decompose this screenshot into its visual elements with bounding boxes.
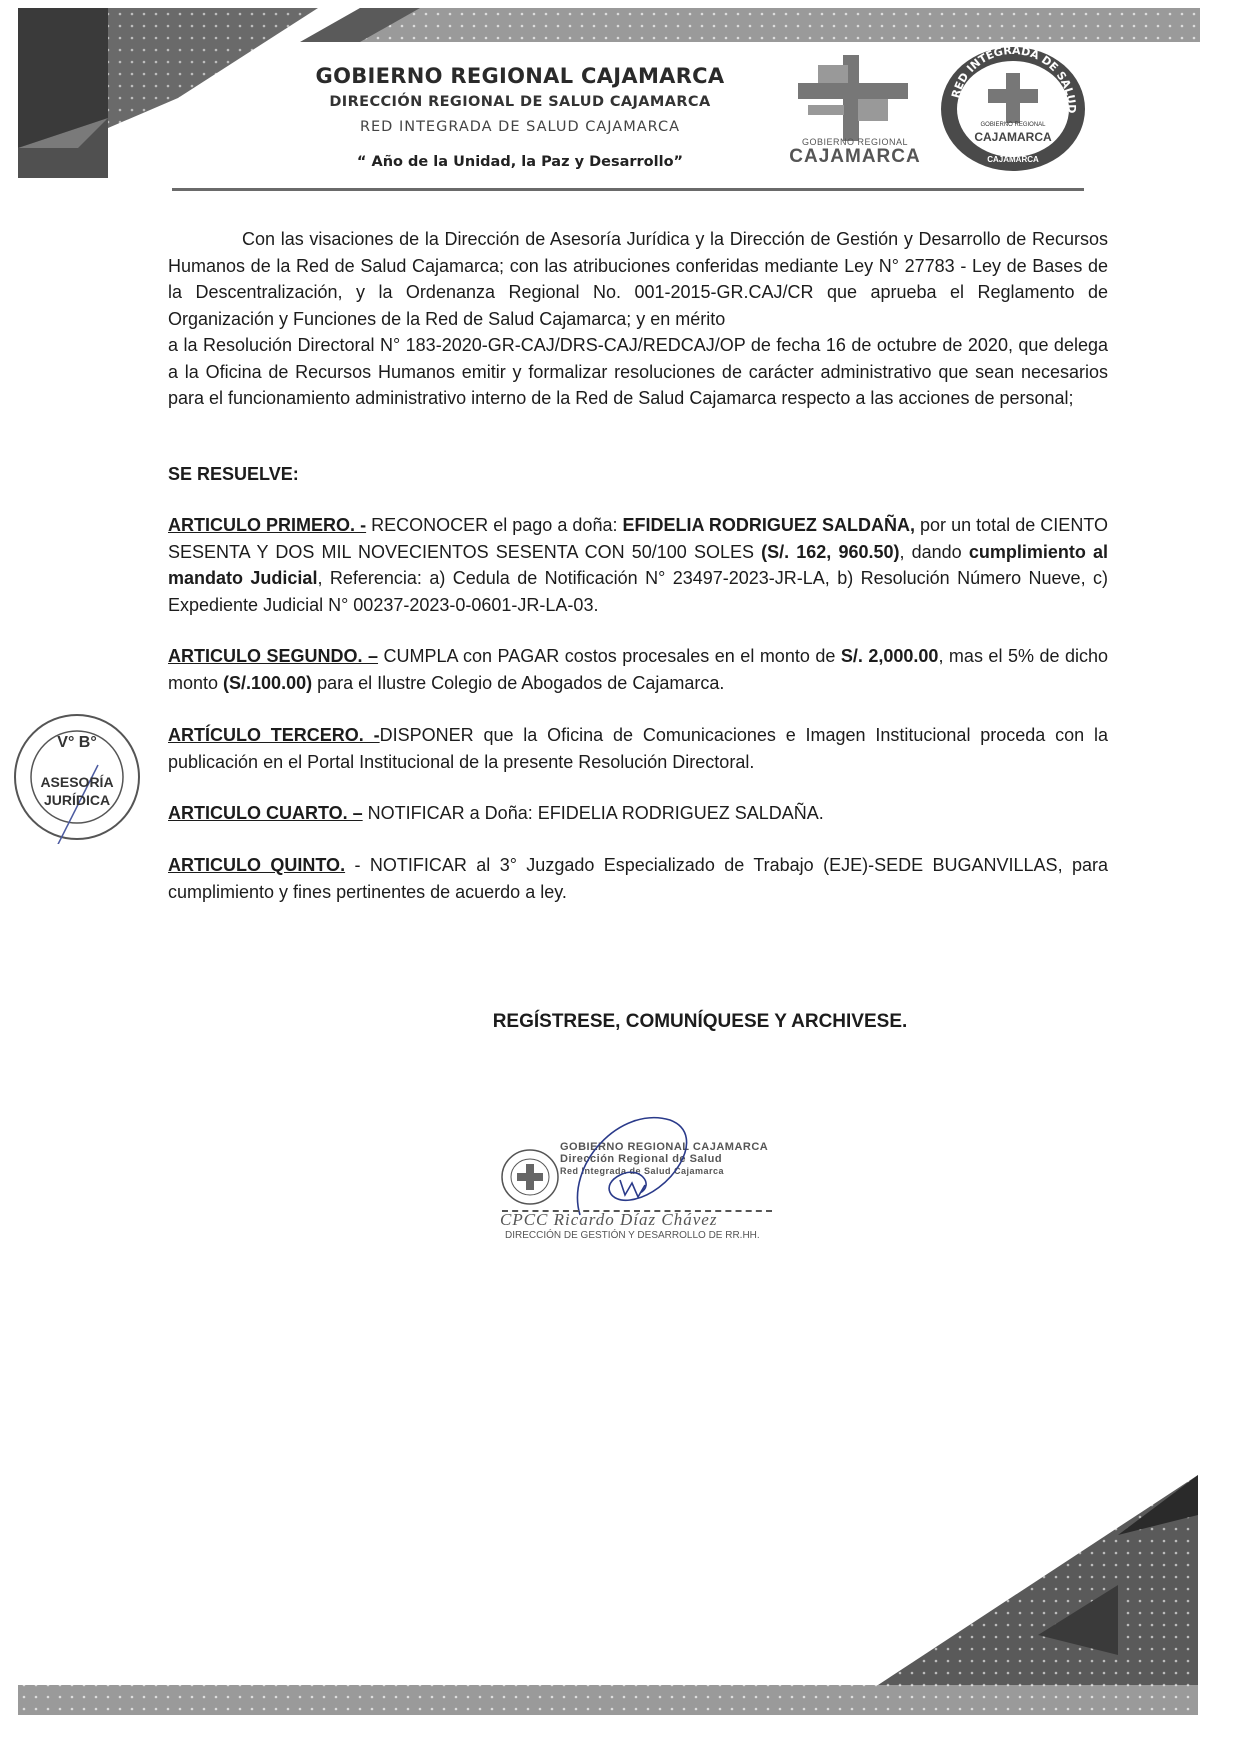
article-quinto bbox=[168, 852, 1108, 905]
seal-bottom-text: CAJAMARCA bbox=[987, 155, 1039, 164]
resolution-body bbox=[168, 226, 1108, 412]
seal-ring-icon bbox=[938, 45, 1088, 173]
resolve-heading: SE RESUELVE: bbox=[168, 464, 299, 484]
article-label: ARTÍCULO TERCERO. - bbox=[168, 725, 380, 745]
article-label: ARTICULO PRIMERO. - bbox=[168, 515, 367, 535]
seal-inner-caption: GOBIERNO REGIONAL bbox=[980, 122, 1046, 128]
costs-amount: S/. 2,000.00 bbox=[840, 646, 939, 666]
article-text: , mas el 5% de dicho monto bbox=[168, 646, 1109, 693]
considerando-paragraph: Con las visaciones de la Dirección de Asesoría Jurídica y la Dirección de Gestión y Desarrollo de Recursos Humanos de la Red de Salud Cajamarca; con las atribuciones conferidas mediante Ley N° 27783 - Ley de Bases de la Descentralización, y la Ordenanza Regional No. 001-2015-GR.CAJ/CR que aprueba el Reglamento de Organización y Funciones de la Red de Salud Cajamarca; y en mérito bbox=[168, 229, 1108, 329]
org-subtitle-direccion: DIRECCIÓN REGIONAL DE SALUD CAJAMARCA bbox=[329, 94, 711, 110]
corner-decoration-top-left bbox=[18, 8, 338, 178]
article-text: NOTIFICAR a Doña: EFIDELIA RODRIGUEZ SALDAÑA. bbox=[362, 803, 824, 823]
corner-decoration-bottom bbox=[18, 1475, 1218, 1725]
handwritten-signature-icon bbox=[560, 1105, 720, 1225]
article-primero bbox=[168, 512, 1108, 618]
signature-org-line: Red Integrada de Salud Cajamarca bbox=[560, 1166, 725, 1176]
considerando-paragraph-cont: a la Resolución Directoral N° 183-2020-GR-CAJ/DRS-CAJ/REDCAJ/OP de fecha 16 de octubre de 2020, que delega a la Oficina de Recursos Humanos emitir y formalizar resoluciones de carácter administrativo que sean necesarios para el funcionamiento administrativo interno de la Red de Salud Cajamarca respecto a las acciones de personal; bbox=[168, 335, 1108, 408]
article-text: para el Ilustre Colegio de Abogados de Cajamarca. bbox=[312, 672, 725, 693]
signatory-name: CPCC Ricardo Díaz Chávez bbox=[500, 1210, 718, 1229]
red-integrada-seal bbox=[938, 45, 1088, 173]
seal-ring-text: RED INTEGRADA DE SALUD bbox=[949, 45, 1079, 114]
seal-inner-name: CAJAMARCA bbox=[974, 130, 1052, 144]
payment-amount: (S/. 162, 960.50) bbox=[761, 541, 900, 562]
article-tercero bbox=[168, 722, 1108, 775]
org-title: GOBIERNO REGIONAL CAJAMARCA bbox=[315, 64, 725, 88]
visa-stamp bbox=[10, 710, 144, 844]
stamp-line2: JURÍDICA bbox=[43, 792, 111, 808]
beneficiary-name: EFIDELIA RODRIGUEZ SALDAÑA, bbox=[622, 515, 915, 535]
mandate-text: cumplimiento al mandato Judicial bbox=[168, 541, 1109, 588]
gobierno-regional-logo-icon bbox=[798, 55, 908, 141]
year-motto: “ Año de la Unidad, la Paz y Desarrollo” bbox=[356, 154, 684, 170]
stamp-vb: V° B° bbox=[57, 734, 97, 751]
article-segundo bbox=[168, 643, 1108, 696]
signatory-role: DIRECCIÓN DE GESTIÓN Y DESARROLLO DE RR.HH. bbox=[505, 1230, 760, 1241]
article-label: ARTICULO SEGUNDO. – bbox=[168, 646, 379, 666]
article-label: ARTICULO QUINTO. bbox=[168, 855, 346, 875]
signature-seal-icon bbox=[500, 1148, 560, 1206]
stamp-line1: ASESORÍA bbox=[40, 774, 114, 790]
header-band-decoration bbox=[300, 8, 1200, 42]
article-text: , dando bbox=[899, 541, 969, 562]
closing-formula: REGÍSTRESE, COMUNÍQUESE Y ARCHIVESE. bbox=[492, 1011, 908, 1032]
article-text: - NOTIFICAR al 3° Juzgado Especializado de Trabajo (EJE)-SEDE BUGANVILLAS, para cumplimiento y fines pertinentes de acuerdo a ley. bbox=[168, 855, 1108, 902]
article-text: por un total de CIENTO SESENTA Y DOS MIL NOVECIENTOS SESENTA CON 50/100 SOLES bbox=[168, 515, 1108, 562]
article-text: CUMPLA con PAGAR costos procesales en el monto de bbox=[378, 646, 841, 666]
article-cuarto bbox=[168, 800, 1108, 827]
article-label: ARTICULO CUARTO. – bbox=[168, 803, 363, 823]
signature-org-line: Dirección Regional de Salud bbox=[560, 1153, 723, 1165]
article-text: RECONOCER el pago a doña: bbox=[366, 515, 623, 535]
article-text: DISPONER que la Oficina de Comunicaciones e Imagen Institucional proceda con la publicación en el Portal Institucional de la presente Resolución Directoral. bbox=[168, 725, 1108, 772]
org-subtitle-red: RED INTEGRADA DE SALUD CAJAMARCA bbox=[359, 119, 681, 135]
costs-percent-amount: (S/.100.00) bbox=[223, 672, 313, 693]
logo-gobierno-name: CAJAMARCA bbox=[789, 146, 921, 167]
article-text: , Referencia: a) Cedula de Notificación N° 23497-2023-JR-LA, b) Resolución Número Nueve, c) Expediente Judicial N° 00237-2023-0-0601-JR-LA-03. bbox=[168, 568, 1108, 615]
logo-gobierno-caption: GOBIERNO REGIONAL bbox=[801, 137, 909, 147]
header-divider bbox=[172, 188, 1084, 191]
signature-org-line: GOBIERNO REGIONAL CAJAMARCA bbox=[560, 1141, 769, 1153]
